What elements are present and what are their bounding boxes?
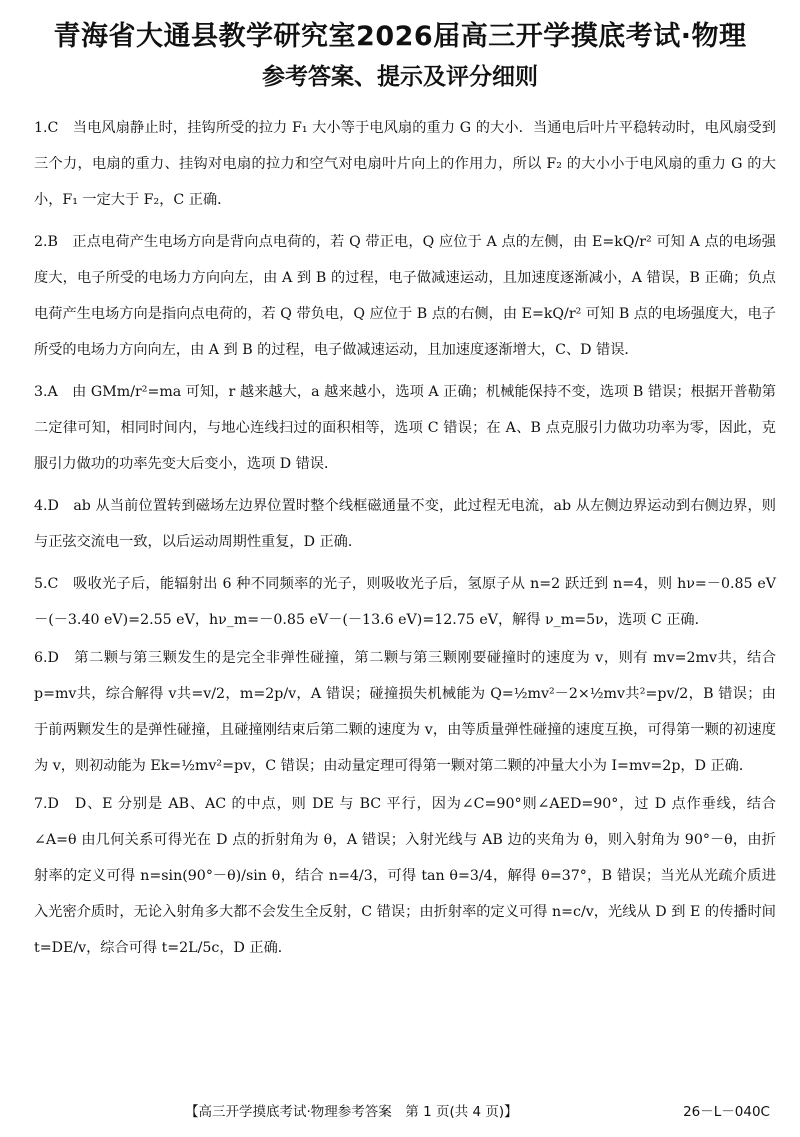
page-subtitle: 参考答案、提示及评分细则 xyxy=(262,64,538,90)
answer-item-3: 3.A 由 GMm/r²=ma 可知，r 越来越大，a 越来越小，选项 A 正确；机械能保持不变，选项 B 错误；根据开普勒第二定律可知，相同时间内，与地心连线扫过的面积相等，选项 C 错误；在 A、B 点克服引力做功功率为零，因此，克服引力做功的功率先变大后变小，选项 D 错误． xyxy=(34,384,776,472)
answer-item-2: 2.B 正点电荷产生电场方向是背向点电荷的，若 Q 带正电，Q 应位于 A 点的左侧，由 E=kQ/r² 可知 A 点的电场强度大，电子所受的电场力方向向左，由 A 到 B 的过程，电子做减速运动，且加速度逐渐减小，A 错误，B 正确；负点电荷产生电场方向是指向点电荷的，若 Q 带负电，Q 应位于 B 点的右侧，由 E=kQ/r² 可知 B 点的电场强度大，电子所受的电场力方向向左，由 A 到 B 的过程，电子做减速运动，且加速度逐渐增大，C、D 错误． xyxy=(34,234,776,358)
answer-list xyxy=(34,110,776,968)
footer-page-info: 【高三开学摸底考试·物理参考答案 第 1 页(共 4 页)】 xyxy=(185,1104,518,1120)
page-title: 青海省大通县教学研究室2026届高三开学摸底考试·物理 xyxy=(53,21,747,52)
footer-doc-code: 26－L－040C xyxy=(683,1104,770,1120)
answer-item-1: 1.C 当电风扇静止时，挂钩所受的拉力 F₁ 大小等于电风扇的重力 G 的大小．当通电后叶片平稳转动时，电风扇受到三个力，电扇的重力、挂钩对电扇的拉力和空气对电扇叶片向上的作用力，所以 F₂ 的大小小于电风扇的重力 G 的大小，F₁ 一定大于 F₂，C 正确． xyxy=(34,120,776,208)
answer-item-7: 7.D D、E 分别是 AB、AC 的中点，则 DE 与 BC 平行，因为∠C=90°则∠AED=90°，过 D 点作垂线，结合∠A=θ 由几何关系可得光在 D 点的折射角为 θ，A 错误；入射光线与 AB 边的夹角为 θ，则入射角为 90°－θ，由折射率的定义可得 n=sin(90°－θ)/sin θ，结合 n=4/3，可得 tan θ=3/4，解得 θ=37°，B 错误；当光从光疏介质进入光密介质时，无论入射角多大都不会发生全反射，C 错误；由折射率的定义可得 n=c/v，光线从 D 到 E 的传播时间 t=DE/v，综合可得 t=2L/5c，D 正确． xyxy=(34,796,776,956)
answer-item-4: 4.D ab 从当前位置转到磁场左边界位置时整个线框磁通量不变，此过程无电流，ab 从左侧边界运动到右侧边界，则与正弦交流电一致，以后运动周期性重复，D 正确． xyxy=(34,498,776,550)
answer-item-6: 6.D 第二颗与第三颗发生的是完全非弹性碰撞，第二颗与第三颗刚要碰撞时的速度为 v，则有 mv=2mv共，结合 p=mv共，综合解得 v共=v/2，m=2p/v，A 错误；碰撞损失机械能为 Q=½mv²－2×½mv共²=pv/2，B 错误；由于前两颗发生的是弹性碰撞，且碰撞刚结束后第二颗的速度为 v，由等质量弹性碰撞的速度互换，可得第一颗的初速度为 v，则初动能为 Ek=½mv²=pv，C 错误；由动量定理可得第一颗对第二颗的冲量大小为 I=mv=2p，D 正确． xyxy=(34,650,776,774)
answer-item-5: 5.C 吸收光子后，能辐射出 6 种不同频率的光子，则吸收光子后，氢原子从 n=2 跃迁到 n=4，则 hν=－0.85 eV－(－3.40 eV)=2.55 eV，hν_m=－0.85 eV－(－13.6 eV)=12.75 eV，解得 ν_m=5ν，选项 C 正确． xyxy=(34,576,776,628)
